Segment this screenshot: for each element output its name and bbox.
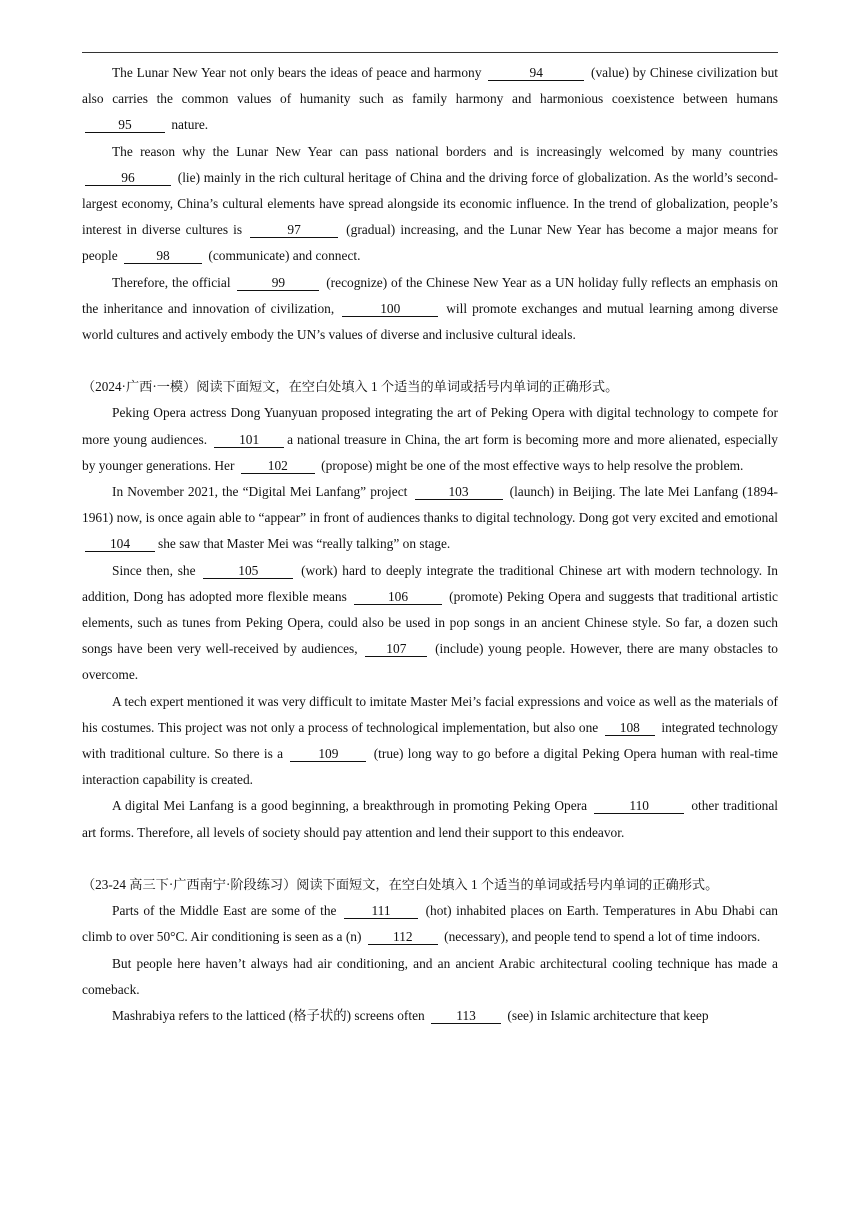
paragraph-text: Therefore, the official	[112, 274, 235, 290]
blank-108[interactable]	[605, 720, 655, 736]
paragraph-text: The Lunar New Year not only bears the ideas of peace and harmony	[112, 65, 486, 80]
paragraph-text: (recognize) of the Chinese New Year as a UN holiday fully reflects an emphasis on the inheritance and innovation of civilization,	[82, 274, 778, 316]
paragraph-text: (communicate) and connect.	[205, 248, 361, 264]
paragraph-text: (necessary), and people tend to spend a lot of time indoors.	[440, 929, 761, 945]
paragraph-text: (work) hard to deeply integrate the traditional Chinese art with modern technology. In addition, Dong has adopted more flexible means	[82, 562, 778, 604]
blank-number: 99	[271, 274, 286, 290]
paragraph-text: Since then, she	[112, 562, 201, 578]
blank-94[interactable]	[488, 65, 584, 81]
blank-number: 109	[318, 746, 339, 762]
exercise-instruction	[82, 374, 778, 400]
blank-112[interactable]	[368, 929, 438, 945]
paragraph-text: Peking Opera actress Dong Yuanyuan proposed integrating the art of Peking Opera with digital technology to compete for more young audiences.	[82, 405, 778, 447]
passage-paragraph	[82, 139, 778, 270]
blank-103[interactable]	[415, 484, 503, 500]
paragraph-text: (see) in Islamic architecture that keep	[504, 1007, 709, 1023]
blank-109[interactable]	[290, 746, 366, 762]
blank-107[interactable]	[365, 641, 427, 657]
document-page	[82, 60, 778, 1029]
paragraph-text: Parts of the Middle East are some of the	[112, 903, 342, 919]
blank-95[interactable]	[85, 117, 165, 133]
blank-number: 95	[118, 117, 132, 133]
blank-number: 108	[619, 719, 640, 735]
blank-number: 111	[371, 903, 391, 919]
paragraph-text: (gradual) increasing, and the Lunar New Year has become a major means for people	[82, 222, 778, 264]
blank-number: 105	[238, 562, 259, 578]
passage-paragraph	[82, 898, 778, 950]
paragraph-text: (hot) inhabited places on Earth. Temperatures in Abu Dhabi can climb to over 50°C. Air conditioning is seen as a (n)	[82, 903, 778, 945]
passage-paragraph	[82, 479, 778, 558]
blank-number: 98	[156, 248, 170, 264]
blank-number: 101	[239, 431, 260, 447]
paragraph-text: （2024·广西·一模）阅读下面短文，在空白处填入 1 个适当的单词或括号内单词的正确形式。	[82, 379, 619, 395]
blank-98[interactable]	[124, 248, 202, 264]
blank-number: 112	[393, 929, 413, 945]
paragraph-text: (launch) in Beijing. The late Mei Lanfang (1894-1961) now, is once again able to “appear” in front of audiences thanks to digital technology. Dong got very excited and emotional	[82, 484, 778, 526]
paragraph-text: will promote exchanges and mutual learning among diverse world cultures and actively embody the UN’s values of diverse and inclusive cultural ideals.	[82, 300, 779, 343]
blank-number: 110	[629, 798, 649, 814]
paragraph-text: nature.	[168, 117, 209, 133]
paragraph-text: other traditional art forms. Therefore, all levels of society should pay attention and lend their support to this endeavor.	[82, 798, 778, 840]
blank-number: 94	[529, 65, 543, 80]
blank-113[interactable]	[431, 1008, 501, 1024]
passage-paragraph	[82, 558, 778, 689]
paragraph-text: Mashrabiya refers to the latticed (格子状的) screens often	[112, 1007, 429, 1023]
blank-number: 97	[287, 222, 301, 238]
paragraph-text: A digital Mei Lanfang is a good beginning, a breakthrough in promoting Peking Opera	[112, 798, 592, 814]
blank-104[interactable]	[85, 536, 155, 552]
paragraph-text: (value) by Chinese civilization but also carries the common values of humanity such as family harmony and harmonious coexistence between humans	[82, 65, 778, 107]
blank-110[interactable]	[594, 798, 684, 814]
paragraph-text: In November 2021, the “Digital Mei Lanfang” project	[112, 484, 412, 500]
blank-111[interactable]	[344, 903, 418, 919]
passage-paragraph	[82, 270, 778, 349]
blank-97[interactable]	[250, 222, 338, 238]
paragraph-text: integrated technology with traditional culture. So there is a	[82, 719, 778, 762]
blank-number: 103	[448, 484, 469, 500]
paragraph-text: （23-24 高三下·广西南宁·阶段练习）阅读下面短文，在空白处填入 1 个适当的单词或括号内单词的正确形式。	[82, 876, 719, 892]
paragraph-text: (lie) mainly in the rich cultural heritage of China and the driving force of globalization. As the world’s second-largest economy, China’s cultural elements have spread alongside its economic influence. In the trend of globalization, people’s interest in diverse cultures is	[82, 169, 778, 238]
passage-paragraph	[82, 60, 778, 139]
blank-96[interactable]	[85, 170, 171, 186]
paragraph-text: she saw that Master Mei was “really talking” on stage.	[158, 536, 451, 552]
blank-number: 113	[456, 1007, 476, 1023]
blank-number: 107	[386, 641, 407, 657]
passage-paragraph	[82, 951, 778, 1003]
paragraph-text: But people here haven’t always had air conditioning, and an ancient Arabic architectural cooling technique has made a comeback.	[82, 955, 778, 997]
paragraph-text: A tech expert mentioned it was very difficult to imitate Master Mei’s facial expressions and voice as well as the materials of his costumes. This project was not only a process of technological implementation, but also one	[82, 693, 778, 735]
passage-paragraph	[82, 793, 778, 845]
blank-number: 104	[109, 536, 131, 552]
blank-102[interactable]	[241, 458, 315, 474]
paragraph-text: (include) young people. However, there are many obstacles to overcome.	[82, 641, 778, 683]
paragraph-text: (propose) might be one of the most effective ways to help resolve the problem.	[317, 457, 744, 473]
blank-105[interactable]	[203, 563, 293, 579]
paragraph-text: (promote) Peking Opera and suggests that traditional artistic elements, such as tunes from Peking Opera, could also be used in pop songs in an ancient Chinese style. So far, a dozen such songs have been very well-received by audiences,	[82, 588, 778, 657]
blank-101[interactable]	[214, 432, 284, 448]
blank-100[interactable]	[342, 301, 438, 317]
paragraph-text: The reason why the Lunar New Year can pass national borders and is increasingly welcomed by many countries	[112, 143, 778, 159]
paragraph-text: (true) long way to go before a digital Peking Opera human with real-time interaction capability is created.	[82, 746, 778, 788]
passage-paragraph	[82, 400, 778, 479]
paragraph-text: a national treasure in China, the art form is becoming more and more alienated, especially by younger generations. Her	[82, 431, 779, 473]
blank-number: 102	[267, 457, 288, 473]
blank-99[interactable]	[237, 275, 319, 291]
header-rule	[82, 52, 778, 53]
passage-paragraph	[82, 1003, 778, 1029]
blank-number: 106	[387, 588, 409, 604]
exercise-instruction	[82, 872, 778, 898]
blank-106[interactable]	[354, 589, 442, 605]
blank-number: 100	[380, 300, 401, 316]
passage-paragraph	[82, 689, 778, 794]
blank-number: 96	[121, 169, 135, 185]
